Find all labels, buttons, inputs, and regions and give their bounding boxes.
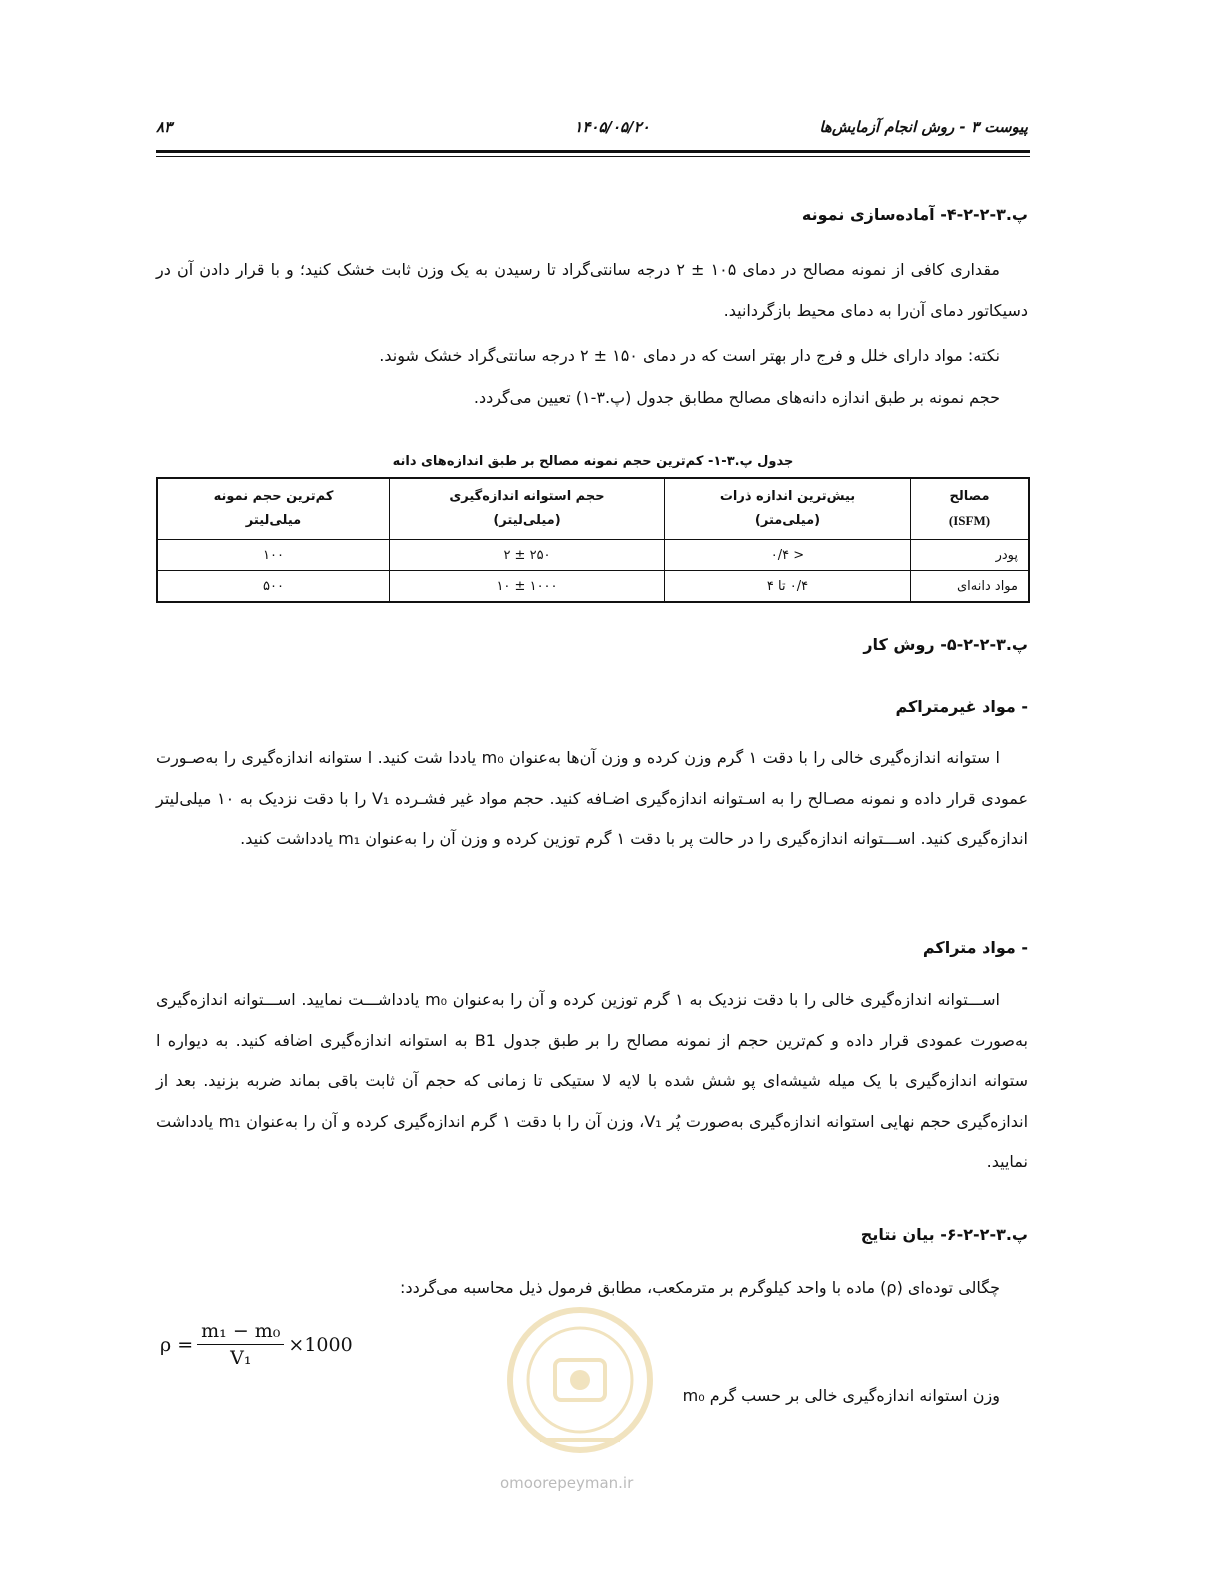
table-caption: جدول پ.۳-۱- کم‌ترین حجم نمونه مصالح بر طبق اندازه‌های دانه <box>392 454 794 469</box>
formula-fraction <box>197 1318 284 1371</box>
formula-numerator: m₁ − m₀ <box>197 1318 284 1345</box>
table-header-row <box>157 478 1029 540</box>
table-row <box>157 540 1029 571</box>
table-cell: ۲۵۰ ± ۲ <box>390 540 665 571</box>
subheading-compact: - مواد متراکم <box>922 938 1028 957</box>
watermark-site-text: omoorepeyman.ir <box>500 1474 634 1492</box>
table-cell: < ۰/۴ <box>665 540 911 571</box>
paragraph-text: اســـتوانه اندازه‌گیری خالی را با دقت نزدیک به ۱ گرم توزین کرده و آن را به‌عنوان m₀ یادداشـــت نمایید. اســـتوانه اندازه‌گیری به‌صورت عمودی قرار داده و کم‌ترین حجم از نمونه مصالح را بر طبق جدول B1 به استوانه اندازه‌گیری اضافه کنید. به دیواره ا ستوانه اندازه‌گیری با یک میله شیشه‌ای پو شش شده با لایه لا ستیکی تا زمانی که حجم آن ثابت باقی بماند ضربه بزنید. بعد از اندازه‌گیری حجم نهایی استوانه اندازه‌گیری به‌صورت پُر V₁، وزن آن را با دقت ۱ گرم اندازه‌گیری کرده و آن را به‌عنوان m₁ یادداشت نمایید. <box>156 990 1029 1171</box>
formula-multiplier: ×1000 <box>288 1333 353 1356</box>
table-cell: ۱۰۰۰ ± ۱۰ <box>390 571 665 603</box>
formula-lhs: ρ = <box>160 1333 194 1356</box>
table-header-cell: مصالح (ISFM) <box>911 478 1030 540</box>
header-rule-thin <box>156 156 1030 157</box>
table-cell: مواد دانه‌ای <box>911 571 1030 603</box>
seal-watermark-icon <box>500 1290 660 1490</box>
table-cell: ۵۰۰ <box>157 571 390 603</box>
table-cell: ۰/۴ تا ۴ <box>665 571 911 603</box>
table-header-cell: کم‌ترین حجم نمونه میلی‌لیتر <box>157 478 390 540</box>
section-heading-results: پ.۳-۲-۲-۶- بیان نتایج <box>860 1225 1028 1244</box>
note-text: نکته: مواد دارای خلل و فرج دار بهتر است که در دمای ۱۵۰ ± ۲ درجه سانتی‌گراد خشک شوند. <box>379 346 1000 365</box>
header-date: ۱۴۰۵/۰۵/۲۰ <box>574 118 650 136</box>
table-header-cell: حجم استوانه اندازه‌گیری (میلی‌لیتر) <box>390 478 665 540</box>
definition-m0: m₀ وزن استوانه اندازه‌گیری خالی بر حسب گرم <box>682 1386 1000 1405</box>
header-page-number: ۸۳ <box>156 118 173 136</box>
formula-denominator: V₁ <box>230 1347 252 1369</box>
header-chapter-title: پیوست ۳ - روش انجام آزمایش‌ها <box>819 118 1028 136</box>
density-formula <box>160 1318 353 1371</box>
paragraph-noncompact <box>156 738 1028 860</box>
table-header-cell: بیش‌ترین اندازه ذرات (میلی‌متر) <box>665 478 911 540</box>
subheading-noncompact: - مواد غیرمتراکم <box>895 697 1028 716</box>
results-intro: چگالی توده‌ای (ρ) ماده با واحد کیلوگرم بر مترمکعب، مطابق فرمول ذیل محاسبه می‌گردد: <box>400 1278 1000 1297</box>
table-cell: پودر <box>911 540 1030 571</box>
volume-line: حجم نمونه بر طبق اندازه دانه‌های مصالح مطابق جدول (پ.۳-۱) تعیین می‌گردد. <box>473 388 1000 407</box>
table-cell: ۱۰۰ <box>157 540 390 571</box>
paragraph-text: مقداری کافی از نمونه مصالح در دمای ۱۰۵ ± ۲ درجه سانتی‌گراد تا رسیدن به یک وزن ثابت خشک کنید؛ و با قرار دادن آن در دسیکاتور دمای آن‌را به دمای محیط بازگردانید. <box>156 260 1028 320</box>
sample-volume-table <box>156 477 1030 603</box>
table-row <box>157 571 1029 603</box>
header-rule-thick <box>156 150 1030 153</box>
section-heading-preparation: پ.۳-۲-۲-۴- آماده‌سازی نمونه <box>801 205 1028 224</box>
paragraph-text: ا ستوانه اندازه‌گیری خالی را با دقت ۱ گرم وزن کرده و وزن آن‌ها به‌عنوان m₀ یاددا شت کنید. ا ستوانه اندازه‌گیری را به‌صـورت عمودی قرار داده و نمونه مصـالح را به اسـتوانه اندازه‌گیری اضـافه کنید. حجم مواد غیر فشـرده V₁ را با دقت نزدیک به ۱۰ میلی‌لیتر اندازه‌گیری کنید. اســـتوانه اندازه‌گیری را در حالت پر با دقت ۱ گرم توزین کرده و وزن آن را به‌عنوان m₁ یادداشت کنید. <box>156 748 1029 848</box>
paragraph-compact <box>156 980 1028 1183</box>
paragraph-preparation <box>156 250 1028 331</box>
section-heading-method: پ.۳-۲-۲-۵- روش کار <box>863 635 1028 654</box>
